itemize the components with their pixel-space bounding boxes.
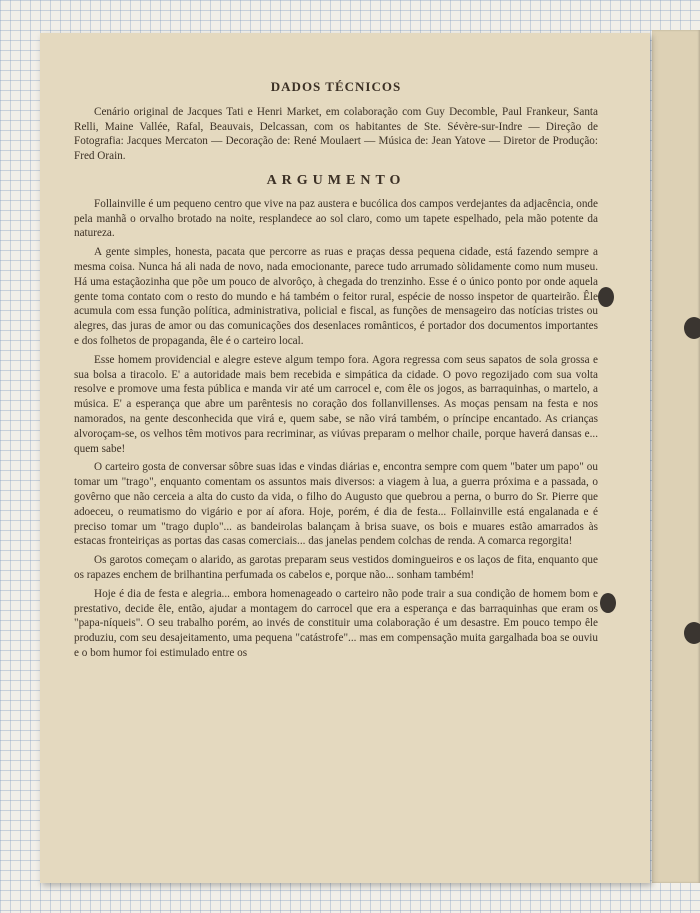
technical-credits: Cenário original de Jacques Tati e Henri Market, em colaboração com Guy Decomble, Paul Frankeur, Santa Relli, Maine Vallée, Rafal, Beauvais, Delcassan, com os habitantes de Ste. Sévère-sur-Indre — Direção de Fotografia: Jacques Mercaton — Decoração de: René Moulaert — Música de: Jean Yatove — Diretor de Produção: Fred Orain. bbox=[74, 105, 598, 163]
paragraph: Os garotos começam o alarido, as garotas preparam seus vestidos domingueiros e os laços de fita, enquanto que os rapazes enchem de brilhantina perfumada os cabelos e, porque não... sonham também! bbox=[74, 554, 598, 581]
paragraph: O carteiro gosta de conversar sôbre suas idas e vindas diárias e, encontra sempre com quem "bater um papo" ou tomar um "trago", enquanto comentam os assuntos mais diversos: a viagem à lua, a guerra próxima e a passada, o govêrno que não cerceia a alta do custo da vida, o filho do Augusto que quebrou a perna, o burro do Sr. Pierre que adoeceu, o reumatismo do vigário e por aí afora. Hoje, porém, é dia de festa... Follainville está engalanada e é preciso tomar um "trago duplo"... as bandeirolas balançam à brisa suave, os bois e muares estão amarrados às estacas fronteiriças as portas das casas comerciais... das janelas pendem colchas de renda. A comarca regorgita! bbox=[74, 461, 598, 548]
heading-technical-data: DADOS TÉCNICOS bbox=[270, 79, 402, 94]
punch-hole bbox=[684, 317, 700, 339]
punch-hole bbox=[684, 622, 700, 644]
document-content bbox=[74, 58, 598, 665]
heading-argument: ARGUMENTO bbox=[266, 172, 406, 188]
paragraph: Esse homem providencial e alegre esteve algum tempo fora. Agora regressa com seus sapatos de sola grossa e sua bolsa a tiracolo. E' a autoridade mais bem recebida e simpática da cidade. O povo regozijado com sua volta resolve e promove uma festa pública e manda vir até um carrocel e, com êle os jogos, as barraquinhas, o martelo, a música. E' a esperança que abre um parêntesis no coração dos follanvillenses. As moças pensam na festa e nos namorados, na gente desconhecida que virá e, quem sabe, se não virá também, o príncipe encantado. As crianças alvoroçam-se, os velhos têm motivos para recriminar, as viúvas preparam o melhor chaile, porque haverá dansas e... quem sabe! bbox=[74, 353, 598, 455]
paragraph: A gente simples, honesta, pacata que percorre as ruas e praças dessa pequena cidade, está fazendo sempre a mesma coisa. Nunca há ali nada de novo, nada emocionante, parece tudo arrumado sòlidamente como num museu. Há uma estaçãozinha que põe um pouco de alvorôço, à chegada do trenzinho. Esse é o único ponto por onde aquela gente toma contato com o resto do mundo e há também o feitor rural, espécie de nosso inspetor de quarteirão. Êle acumula com essa função política, administrativa, policial e fiscal, as funções de mensageiro das notícias tristes ou alegres, das juras de amor ou das comunicações dos desenlaces românticos, é portador dos documentos importantes e dos folhetos de propaganda, êle é o carteiro local. bbox=[74, 246, 598, 347]
punch-hole bbox=[600, 593, 616, 613]
adjacent-page bbox=[652, 30, 700, 883]
punch-hole bbox=[598, 287, 614, 307]
paragraph: Hoje é dia de festa e alegria... embora homenageado o carteiro não pode trair a sua condição de homem bom e prestativo, decide êle, então, ajudar a montagem do carrocel que era a esperança e das barraquinhas que eram os "papa-níqueis". O seu trabalho porém, ao invés de constituir uma colaboração é um desastre. Em pouco tempo êle produziu, com seu desajeitamento, uma pequena "catástrofe"... mas em compensação muita gargalhada boa se ouviu e o bom humor foi estimulado entre os bbox=[74, 587, 598, 659]
paragraph: Follainville é um pequeno centro que vive na paz austera e bucólica dos campos verdejantes da adjacência, onde pela manhã o orvalho brotado na noite, resplandece ao sol claro, como um tapete espelhado, pela mão potente da natureza. bbox=[74, 197, 598, 240]
